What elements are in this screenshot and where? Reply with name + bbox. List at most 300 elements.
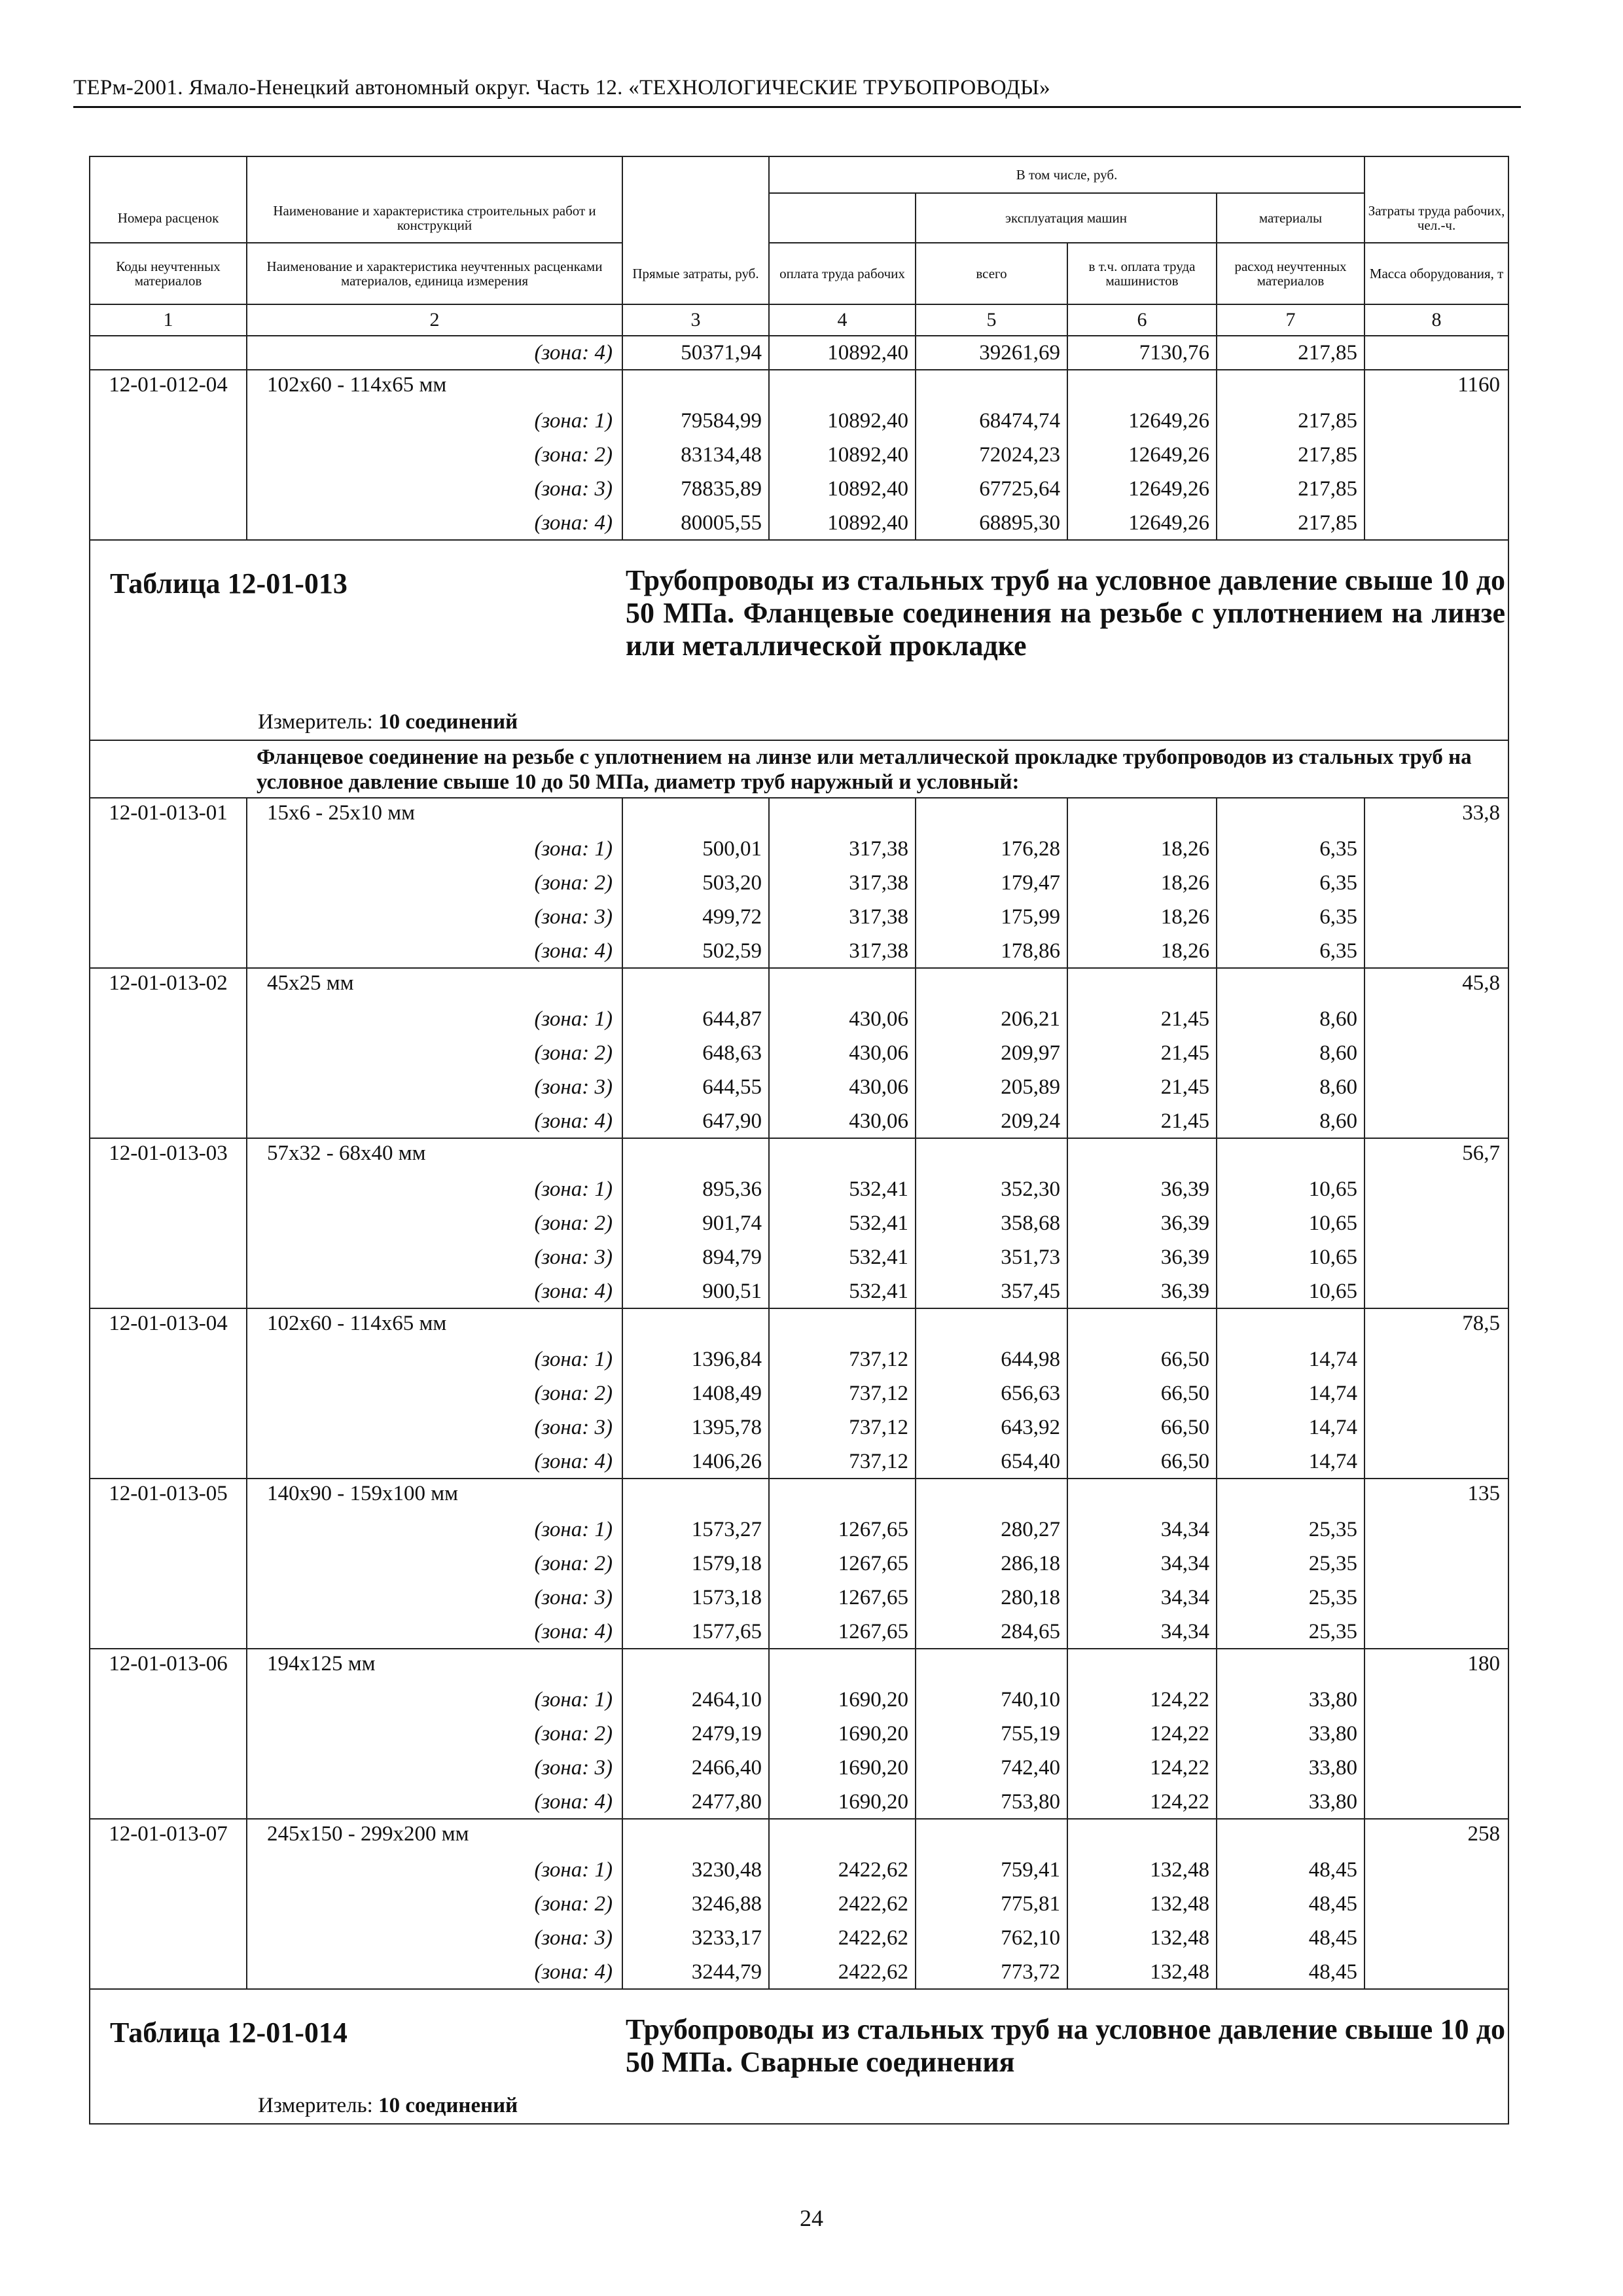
empty-cell bbox=[769, 1479, 916, 1513]
empty-cell bbox=[916, 370, 1067, 404]
zone-label: (зона: 3) bbox=[247, 900, 622, 934]
materials-cost: 14,74 bbox=[1217, 1342, 1364, 1376]
machines-cost: 280,27 bbox=[916, 1513, 1067, 1547]
meter-value: 10 соединений bbox=[378, 2094, 518, 2117]
machinists-cost: 36,39 bbox=[1067, 1240, 1217, 1274]
zone-label: (зона: 4) bbox=[247, 506, 622, 540]
rate-code-row bbox=[90, 798, 1508, 832]
wages-cost: 1267,65 bbox=[769, 1547, 916, 1581]
wages-cost: 532,41 bbox=[769, 1274, 916, 1308]
code-cell-empty bbox=[90, 1751, 247, 1785]
machines-cost: 759,41 bbox=[916, 1853, 1067, 1887]
pipe-size: 140х90 - 159х100 мм bbox=[247, 1479, 622, 1513]
mass-cell-empty bbox=[1364, 1206, 1508, 1240]
code-cell-empty bbox=[90, 1070, 247, 1104]
machinists-cost: 21,45 bbox=[1067, 1070, 1217, 1104]
empty-cell bbox=[1067, 1819, 1217, 1853]
zone-row bbox=[90, 438, 1508, 472]
machines-cost: 39261,69 bbox=[916, 336, 1067, 370]
zone-label: (зона: 3) bbox=[247, 472, 622, 506]
direct-cost: 78835,89 bbox=[622, 472, 769, 506]
materials-cost: 14,74 bbox=[1217, 1376, 1364, 1410]
empty-cell bbox=[916, 1138, 1067, 1172]
machinists-cost: 34,34 bbox=[1067, 1513, 1217, 1547]
table-meter bbox=[258, 2094, 518, 2118]
empty-cell bbox=[1217, 1649, 1364, 1683]
mass-cell-empty bbox=[1364, 1785, 1508, 1819]
direct-cost: 3244,79 bbox=[622, 1955, 769, 1989]
wages-cost: 737,12 bbox=[769, 1342, 916, 1376]
code-cell-empty bbox=[90, 1785, 247, 1819]
zone-label: (зона: 4) bbox=[247, 336, 622, 370]
empty-cell bbox=[916, 1649, 1067, 1683]
machinists-cost: 21,45 bbox=[1067, 1104, 1217, 1138]
mass-cell-empty bbox=[1364, 1547, 1508, 1581]
empty-cell bbox=[622, 1819, 769, 1853]
materials-cost: 10,65 bbox=[1217, 1206, 1364, 1240]
running-header: ТЕРм-2001. Ямало-Ненецкий автономный округ. Часть 12. «ТЕХНОЛОГИЧЕСКИЕ ТРУБОПРОВОДЫ» bbox=[73, 76, 1050, 99]
mass-cell-empty bbox=[1364, 1036, 1508, 1070]
mass-cell-empty bbox=[1364, 1342, 1508, 1376]
table-014-heading bbox=[90, 1989, 1508, 2124]
wages-cost: 10892,40 bbox=[769, 438, 916, 472]
code-cell-empty bbox=[90, 832, 247, 866]
zone-label: (зона: 4) bbox=[247, 1615, 622, 1649]
machinists-cost: 21,45 bbox=[1067, 1002, 1217, 1036]
zone-label: (зона: 4) bbox=[247, 934, 622, 968]
zone-row bbox=[90, 1887, 1508, 1921]
machines-cost: 176,28 bbox=[916, 832, 1067, 866]
labor-cost-value: 135 bbox=[1364, 1479, 1508, 1513]
machines-cost: 205,89 bbox=[916, 1070, 1067, 1104]
code-cell-empty bbox=[90, 404, 247, 438]
wages-cost: 317,38 bbox=[769, 934, 916, 968]
wages-cost: 10892,40 bbox=[769, 472, 916, 506]
empty-cell bbox=[769, 370, 916, 404]
mass-cell-empty bbox=[1364, 1683, 1508, 1717]
rate-code-row bbox=[90, 1649, 1508, 1683]
col-number: 4 bbox=[769, 304, 916, 336]
materials-cost: 8,60 bbox=[1217, 1070, 1364, 1104]
zone-row bbox=[90, 1547, 1508, 1581]
materials-cost: 217,85 bbox=[1217, 404, 1364, 438]
meter-label: Измеритель: bbox=[258, 2094, 373, 2117]
machinists-cost: 66,50 bbox=[1067, 1410, 1217, 1444]
empty-cell bbox=[769, 1138, 916, 1172]
direct-cost: 1577,65 bbox=[622, 1615, 769, 1649]
direct-cost: 900,51 bbox=[622, 1274, 769, 1308]
wages-cost: 317,38 bbox=[769, 900, 916, 934]
materials-cost: 217,85 bbox=[1217, 438, 1364, 472]
machinists-cost: 66,50 bbox=[1067, 1376, 1217, 1410]
machinists-cost: 12649,26 bbox=[1067, 404, 1217, 438]
rate-code: 12-01-012-04 bbox=[90, 370, 247, 404]
zone-label: (зона: 2) bbox=[247, 1206, 622, 1240]
zone-label: (зона: 2) bbox=[247, 1547, 622, 1581]
zone-label: (зона: 1) bbox=[247, 1172, 622, 1206]
machines-cost: 209,24 bbox=[916, 1104, 1067, 1138]
machines-cost: 178,86 bbox=[916, 934, 1067, 968]
code-cell-empty bbox=[90, 1172, 247, 1206]
wages-cost: 430,06 bbox=[769, 1002, 916, 1036]
direct-cost: 83134,48 bbox=[622, 438, 769, 472]
rate-code-row bbox=[90, 1138, 1508, 1172]
materials-cost: 8,60 bbox=[1217, 1002, 1364, 1036]
zone-label: (зона: 3) bbox=[247, 1581, 622, 1615]
rate-code-row bbox=[90, 968, 1508, 1002]
zone-label: (зона: 4) bbox=[247, 1785, 622, 1819]
code-cell-empty bbox=[90, 1853, 247, 1887]
wages-cost: 430,06 bbox=[769, 1104, 916, 1138]
code-cell-empty bbox=[90, 1376, 247, 1410]
rate-code: 12-01-013-03 bbox=[90, 1138, 247, 1172]
labor-cost-value: 45,8 bbox=[1364, 968, 1508, 1002]
mass-cell-empty bbox=[1364, 1955, 1508, 1989]
direct-cost: 1579,18 bbox=[622, 1547, 769, 1581]
wages-cost: 1690,20 bbox=[769, 1683, 916, 1717]
mass-cell-empty bbox=[1364, 866, 1508, 900]
direct-cost: 502,59 bbox=[622, 934, 769, 968]
zone-row bbox=[90, 1921, 1508, 1955]
code-cell-empty bbox=[90, 1581, 247, 1615]
code-cell-empty bbox=[90, 336, 247, 370]
machines-cost: 755,19 bbox=[916, 1717, 1067, 1751]
machines-cost: 286,18 bbox=[916, 1547, 1067, 1581]
wages-cost: 532,41 bbox=[769, 1240, 916, 1274]
zone-label: (зона: 4) bbox=[247, 1274, 622, 1308]
direct-cost: 647,90 bbox=[622, 1104, 769, 1138]
zone-row bbox=[90, 1785, 1508, 1819]
col-number: 5 bbox=[916, 304, 1067, 336]
table-label: Таблица 12-01-013 bbox=[110, 567, 348, 600]
empty-cell bbox=[622, 968, 769, 1002]
empty-cell bbox=[1067, 370, 1217, 404]
labor-cost-value: 1160 bbox=[1364, 370, 1508, 404]
zone-label: (зона: 4) bbox=[247, 1104, 622, 1138]
empty-cell bbox=[916, 968, 1067, 1002]
materials-cost: 48,45 bbox=[1217, 1887, 1364, 1921]
mass-cell-empty bbox=[1364, 1615, 1508, 1649]
machines-cost: 358,68 bbox=[916, 1206, 1067, 1240]
empty-cell bbox=[769, 968, 916, 1002]
zone-row bbox=[90, 1104, 1508, 1138]
machines-cost: 209,97 bbox=[916, 1036, 1067, 1070]
zone-label: (зона: 1) bbox=[247, 1342, 622, 1376]
code-cell-empty bbox=[90, 1513, 247, 1547]
pipe-size: 57х32 - 68х40 мм bbox=[247, 1138, 622, 1172]
empty-cell bbox=[622, 1479, 769, 1513]
mass-cell-empty bbox=[1364, 506, 1508, 540]
empty-cell bbox=[916, 798, 1067, 832]
materials-cost: 48,45 bbox=[1217, 1955, 1364, 1989]
empty-cell bbox=[769, 1819, 916, 1853]
zone-row bbox=[90, 1240, 1508, 1274]
machinists-cost: 132,48 bbox=[1067, 1921, 1217, 1955]
wages-cost: 2422,62 bbox=[769, 1955, 916, 1989]
pipe-size: 102х60 - 114х65 мм bbox=[247, 1308, 622, 1342]
direct-cost: 2466,40 bbox=[622, 1751, 769, 1785]
zone-label: (зона: 4) bbox=[247, 1955, 622, 1989]
zone-label: (зона: 3) bbox=[247, 1240, 622, 1274]
zone-label: (зона: 2) bbox=[247, 438, 622, 472]
machines-cost: 352,30 bbox=[916, 1172, 1067, 1206]
machines-cost: 644,98 bbox=[916, 1342, 1067, 1376]
zone-row bbox=[90, 1581, 1508, 1615]
machinists-cost: 36,39 bbox=[1067, 1172, 1217, 1206]
machinists-cost: 66,50 bbox=[1067, 1444, 1217, 1479]
materials-cost: 25,35 bbox=[1217, 1547, 1364, 1581]
materials-cost: 217,85 bbox=[1217, 472, 1364, 506]
rate-code: 12-01-013-06 bbox=[90, 1649, 247, 1683]
header-total: всего bbox=[916, 243, 1067, 304]
empty-cell bbox=[1217, 370, 1364, 404]
pipe-size: 245х150 - 299х200 мм bbox=[247, 1819, 622, 1853]
machines-cost: 179,47 bbox=[916, 866, 1067, 900]
pipe-size: 15х6 - 25х10 мм bbox=[247, 798, 622, 832]
meter-label: Измеритель: bbox=[258, 710, 373, 734]
wages-cost: 2422,62 bbox=[769, 1853, 916, 1887]
col-number: 7 bbox=[1217, 304, 1364, 336]
zone-row bbox=[90, 1513, 1508, 1547]
header-rule bbox=[73, 106, 1521, 108]
direct-cost: 1573,18 bbox=[622, 1581, 769, 1615]
mass-cell-empty bbox=[1364, 1513, 1508, 1547]
direct-cost: 1395,78 bbox=[622, 1410, 769, 1444]
zone-row bbox=[90, 900, 1508, 934]
zone-label: (зона: 4) bbox=[247, 1444, 622, 1479]
code-cell-empty bbox=[90, 472, 247, 506]
empty-cell bbox=[1067, 1138, 1217, 1172]
col-number: 1 bbox=[90, 304, 247, 336]
empty-cell bbox=[1067, 1479, 1217, 1513]
wages-cost: 737,12 bbox=[769, 1444, 916, 1479]
header-incl-wages: в т.ч. оплата труда машинистов bbox=[1067, 243, 1217, 304]
materials-cost: 25,35 bbox=[1217, 1513, 1364, 1547]
materials-cost: 217,85 bbox=[1217, 336, 1364, 370]
machines-cost: 67725,64 bbox=[916, 472, 1067, 506]
mass-cell-empty bbox=[1364, 1410, 1508, 1444]
zone-row bbox=[90, 1444, 1508, 1479]
zone-row bbox=[90, 336, 1508, 370]
machinists-cost: 12649,26 bbox=[1067, 472, 1217, 506]
zone-row bbox=[90, 404, 1508, 438]
rate-code: 12-01-013-04 bbox=[90, 1308, 247, 1342]
empty-cell bbox=[1067, 1308, 1217, 1342]
zone-row bbox=[90, 1955, 1508, 1989]
rates-table bbox=[89, 156, 1509, 2125]
zone-row bbox=[90, 1002, 1508, 1036]
table-013-description-row bbox=[90, 740, 1508, 798]
empty-cell bbox=[622, 1138, 769, 1172]
materials-cost: 33,80 bbox=[1217, 1717, 1364, 1751]
direct-cost: 648,63 bbox=[622, 1036, 769, 1070]
zone-row bbox=[90, 1717, 1508, 1751]
zone-row bbox=[90, 832, 1508, 866]
machines-cost: 351,73 bbox=[916, 1240, 1067, 1274]
machines-cost: 284,65 bbox=[916, 1615, 1067, 1649]
mass-cell-empty bbox=[1364, 1070, 1508, 1104]
header-wages: оплата труда рабочих bbox=[769, 243, 916, 304]
code-cell-empty bbox=[90, 1955, 247, 1989]
pipe-size: 194х125 мм bbox=[247, 1649, 622, 1683]
materials-cost: 6,35 bbox=[1217, 866, 1364, 900]
col-number: 8 bbox=[1364, 304, 1508, 336]
empty-cell bbox=[622, 1308, 769, 1342]
table-title: Трубопроводы из стальных труб на условное давление свыше 10 до 50 МПа. Сварные соединения bbox=[626, 2013, 1505, 2078]
machinists-cost: 18,26 bbox=[1067, 832, 1217, 866]
pipe-size: 45х25 мм bbox=[247, 968, 622, 1002]
wages-cost: 2422,62 bbox=[769, 1921, 916, 1955]
machinists-cost: 124,22 bbox=[1067, 1751, 1217, 1785]
rate-code: 12-01-013-05 bbox=[90, 1479, 247, 1513]
mass-cell-empty bbox=[1364, 1444, 1508, 1479]
empty-cell bbox=[622, 798, 769, 832]
direct-cost: 894,79 bbox=[622, 1240, 769, 1274]
empty-cell bbox=[1067, 1649, 1217, 1683]
header-codes2: Коды неучтенных материалов bbox=[90, 243, 247, 304]
header-codes: Номера расценок bbox=[90, 193, 247, 243]
materials-cost: 25,35 bbox=[1217, 1615, 1364, 1649]
machinists-cost: 18,26 bbox=[1067, 900, 1217, 934]
rate-code-row bbox=[90, 370, 1508, 404]
materials-cost: 33,80 bbox=[1217, 1751, 1364, 1785]
machines-cost: 753,80 bbox=[916, 1785, 1067, 1819]
machinists-cost: 36,39 bbox=[1067, 1206, 1217, 1240]
direct-cost: 1408,49 bbox=[622, 1376, 769, 1410]
empty-cell bbox=[1217, 1819, 1364, 1853]
machines-cost: 656,63 bbox=[916, 1376, 1067, 1410]
direct-cost: 644,55 bbox=[622, 1070, 769, 1104]
zone-row bbox=[90, 1751, 1508, 1785]
wages-cost: 10892,40 bbox=[769, 404, 916, 438]
machinists-cost: 12649,26 bbox=[1067, 506, 1217, 540]
code-cell-empty bbox=[90, 1547, 247, 1581]
table-014-heading-cell bbox=[90, 1989, 1508, 2124]
zone-label: (зона: 3) bbox=[247, 1921, 622, 1955]
machinists-cost: 132,48 bbox=[1067, 1853, 1217, 1887]
machinists-cost: 34,34 bbox=[1067, 1581, 1217, 1615]
empty-cell bbox=[1217, 968, 1364, 1002]
zone-row bbox=[90, 1683, 1508, 1717]
empty-cell bbox=[1217, 1479, 1364, 1513]
zone-label: (зона: 1) bbox=[247, 1853, 622, 1887]
direct-cost: 499,72 bbox=[622, 900, 769, 934]
empty-cell bbox=[769, 1308, 916, 1342]
empty-cell bbox=[1217, 1308, 1364, 1342]
code-cell-empty bbox=[90, 1615, 247, 1649]
machines-cost: 280,18 bbox=[916, 1581, 1067, 1615]
code-cell-empty bbox=[90, 1683, 247, 1717]
machines-cost: 775,81 bbox=[916, 1887, 1067, 1921]
direct-cost: 1573,27 bbox=[622, 1513, 769, 1547]
code-cell-empty bbox=[90, 1887, 247, 1921]
labor-cost-value: 180 bbox=[1364, 1649, 1508, 1683]
machines-cost: 742,40 bbox=[916, 1751, 1067, 1785]
header-labor-cost: Затраты труда рабочих, чел.-ч. bbox=[1364, 193, 1508, 243]
table-013-heading bbox=[90, 540, 1508, 740]
mass-cell-empty bbox=[1364, 1002, 1508, 1036]
code-cell-empty bbox=[90, 1342, 247, 1376]
materials-cost: 6,35 bbox=[1217, 832, 1364, 866]
direct-cost: 2464,10 bbox=[622, 1683, 769, 1717]
zone-row bbox=[90, 1036, 1508, 1070]
machinists-cost: 12649,26 bbox=[1067, 438, 1217, 472]
mass-cell-empty bbox=[1364, 438, 1508, 472]
mass-cell-empty bbox=[1364, 472, 1508, 506]
code-cell-empty bbox=[90, 1410, 247, 1444]
machinists-cost: 34,34 bbox=[1067, 1615, 1217, 1649]
mass-cell-empty bbox=[1364, 1751, 1508, 1785]
machines-cost: 72024,23 bbox=[916, 438, 1067, 472]
wages-cost: 317,38 bbox=[769, 832, 916, 866]
header-direct: Прямые затраты, руб. bbox=[622, 243, 769, 304]
header-incl: В том числе, руб. bbox=[769, 156, 1364, 193]
empty-cell bbox=[916, 1308, 1067, 1342]
col-number: 2 bbox=[247, 304, 622, 336]
zone-label: (зона: 1) bbox=[247, 832, 622, 866]
materials-cost: 48,45 bbox=[1217, 1853, 1364, 1887]
materials-cost: 10,65 bbox=[1217, 1172, 1364, 1206]
labor-cost-value: 56,7 bbox=[1364, 1138, 1508, 1172]
rate-code-row bbox=[90, 1479, 1508, 1513]
code-cell-empty bbox=[90, 1274, 247, 1308]
machinists-cost: 124,22 bbox=[1067, 1785, 1217, 1819]
wages-cost: 532,41 bbox=[769, 1172, 916, 1206]
zone-label: (зона: 1) bbox=[247, 1002, 622, 1036]
zone-label: (зона: 1) bbox=[247, 1513, 622, 1547]
code-cell-empty bbox=[90, 1002, 247, 1036]
machines-cost: 206,21 bbox=[916, 1002, 1067, 1036]
wages-cost: 1690,20 bbox=[769, 1785, 916, 1819]
mass-cell-empty bbox=[1364, 1921, 1508, 1955]
direct-cost: 3230,48 bbox=[622, 1853, 769, 1887]
machinists-cost: 7130,76 bbox=[1067, 336, 1217, 370]
rate-code: 12-01-013-01 bbox=[90, 798, 247, 832]
direct-cost: 500,01 bbox=[622, 832, 769, 866]
materials-cost: 25,35 bbox=[1217, 1581, 1364, 1615]
mass-cell-empty bbox=[1364, 1274, 1508, 1308]
header-unaccounted: расход неучтенных материалов bbox=[1217, 243, 1364, 304]
materials-cost: 217,85 bbox=[1217, 506, 1364, 540]
code-cell-empty bbox=[90, 1104, 247, 1138]
col-number: 3 bbox=[622, 304, 769, 336]
page-number: 24 bbox=[800, 2205, 823, 2231]
code-cell-empty bbox=[90, 866, 247, 900]
machinists-cost: 18,26 bbox=[1067, 866, 1217, 900]
zone-label: (зона: 2) bbox=[247, 1376, 622, 1410]
direct-cost: 3246,88 bbox=[622, 1887, 769, 1921]
zone-label: (зона: 3) bbox=[247, 1751, 622, 1785]
zone-label: (зона: 2) bbox=[247, 1717, 622, 1751]
materials-cost: 14,74 bbox=[1217, 1444, 1364, 1479]
materials-cost: 8,60 bbox=[1217, 1036, 1364, 1070]
mass-cell-empty bbox=[1364, 1581, 1508, 1615]
machines-cost: 357,45 bbox=[916, 1274, 1067, 1308]
mass-cell-empty bbox=[1364, 1853, 1508, 1887]
zone-row bbox=[90, 1206, 1508, 1240]
mass-cell-empty bbox=[1364, 1240, 1508, 1274]
machinists-cost: 124,22 bbox=[1067, 1717, 1217, 1751]
wages-cost: 10892,40 bbox=[769, 336, 916, 370]
empty-cell bbox=[622, 1649, 769, 1683]
machinists-cost: 36,39 bbox=[1067, 1274, 1217, 1308]
header-name: Наименование и характеристика строительных работ и конструкций bbox=[247, 193, 622, 243]
machinists-cost: 132,48 bbox=[1067, 1887, 1217, 1921]
mass-cell-empty bbox=[1364, 1172, 1508, 1206]
zone-row bbox=[90, 1342, 1508, 1376]
wages-cost: 317,38 bbox=[769, 866, 916, 900]
rate-code-row bbox=[90, 1308, 1508, 1342]
